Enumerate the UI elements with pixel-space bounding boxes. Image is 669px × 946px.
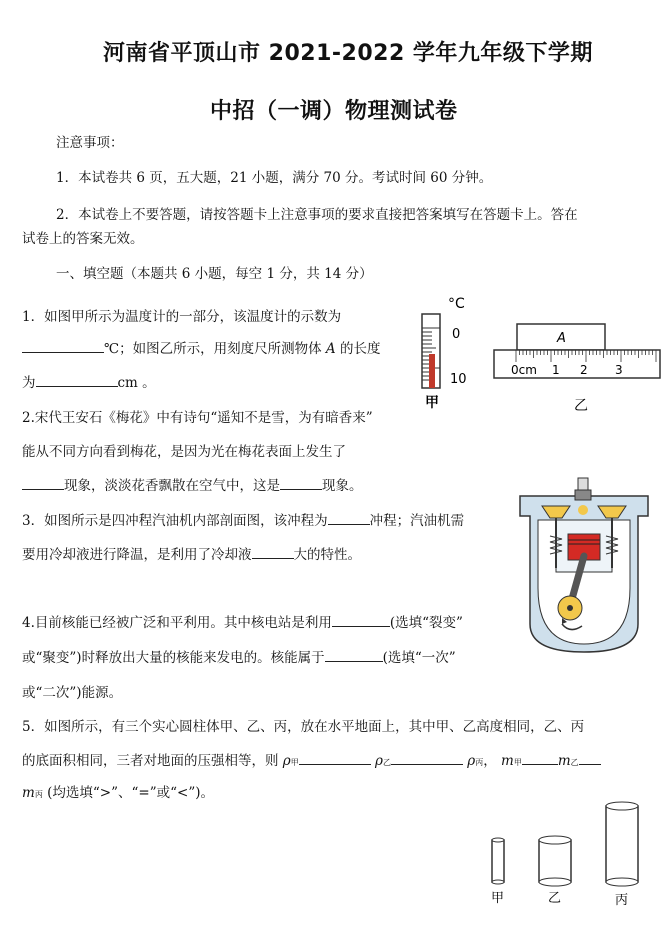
- q5-line3: m丙 (均选填“>”、“=”或“<”)。: [22, 785, 214, 801]
- ruler-label-2: 2: [580, 363, 588, 377]
- q1-line2: ℃；如图乙所示，用刻度尺所测物体 A 的长度: [22, 337, 380, 357]
- q5-line2: 的底面积相同，三者对地面的压强相等，则 ρ甲 ρ乙 ρ丙， m甲 m乙: [22, 749, 601, 769]
- cylinder-bing: [606, 806, 638, 882]
- q5-blank-1: [299, 752, 371, 765]
- thermometer-tick-10: 10: [450, 372, 467, 387]
- q2-blank-2: [280, 477, 322, 490]
- q1-blank-temperature: [22, 340, 104, 353]
- page-title-line1: 河南省平顶山市 2021-2022 学年九年级下学期: [103, 41, 593, 66]
- cylinder-yi: [539, 840, 571, 882]
- q1-line3: 为 cm 。: [22, 375, 156, 391]
- ruler-label-0: 0cm: [511, 363, 537, 377]
- ruler-caption: 乙: [574, 398, 588, 412]
- notes-heading: 注意事项：: [56, 135, 124, 151]
- engine-figure: [512, 476, 656, 656]
- ruler-figure: [492, 320, 664, 412]
- q3-blank-property: [252, 546, 294, 559]
- section-heading: 一、填空题（本题共 6 小题，每空 1 分，共 14 分）: [56, 266, 373, 282]
- spark-plug-icon: [578, 478, 588, 490]
- q4-line2: 或“聚变”)时释放出大量的核能来发电的。核能属于 (选填“一次”: [22, 650, 456, 666]
- q5-blank-2: [391, 752, 463, 765]
- thermometer-figure: [408, 292, 478, 414]
- ruler-label-1: 1: [552, 363, 560, 377]
- thermometer-caption: 甲: [425, 395, 439, 411]
- q4-blank-2: [325, 649, 383, 662]
- cylinders-figure: [482, 800, 652, 910]
- q2-line2: 能从不同方向看到梅花，是因为光在梅花表面上发生了: [22, 444, 346, 460]
- object-a-label: A: [557, 331, 566, 346]
- q5-line1: 5．如图所示，有三个实心圆柱体甲、乙、丙，放在水平地面上，其中甲、乙高度相同，乙、丙: [22, 719, 585, 735]
- ruler-label-3: 3: [615, 363, 623, 377]
- q5-blank-3: [522, 752, 558, 765]
- page-title-line2: 中招（一调）物理测试卷: [210, 99, 458, 124]
- q2-line3: 现象，淡淡花香飘散在空气中，这是 现象。: [22, 474, 363, 494]
- q2-blank-1: [22, 477, 64, 490]
- q4-line3: 或“二次”)能源。: [22, 685, 123, 701]
- q5-blank-4: [579, 752, 601, 765]
- cylinder-caption-yi: 乙: [548, 891, 562, 906]
- cylinder-caption-bing: 丙: [615, 893, 629, 908]
- spark-icon: [578, 505, 588, 515]
- q3-line2: 要用冷却液进行降温，是利用了冷却液 大的特性。: [22, 547, 361, 563]
- notes-item-2-line1: 2．本试卷上不要答题，请按答题卡上注意事项的要求直接把答案填写在答题卡上。答在: [56, 207, 578, 223]
- thermometer-tick-0: 0: [452, 327, 461, 342]
- q1-line1: 1．如图甲所示为温度计的一部分，该温度计的示数为: [22, 309, 342, 325]
- thermometer-unit: °C: [448, 296, 465, 312]
- q4-blank-1: [332, 614, 390, 627]
- q3-line1: 3．如图所示是四冲程汽油机内部剖面图，该冲程为 冲程；汽油机需: [22, 513, 465, 529]
- q1-blank-length: [36, 374, 118, 387]
- q3-blank-stroke: [328, 512, 370, 525]
- thermometer-liquid: [429, 354, 435, 388]
- q4-line1: 4.目前核能已经被广泛和平利用。其中核电站是利用 (选填“裂变”: [22, 615, 463, 631]
- cylinder-jia: [492, 840, 504, 882]
- notes-item-2-line2: 试卷上的答案无效。: [22, 231, 144, 247]
- q2-line1: 2.宋代王安石《梅花》中有诗句“遥知不是雪，为有暗香来”: [22, 410, 373, 426]
- cylinder-caption-jia: 甲: [491, 891, 505, 906]
- notes-item-1: 1．本试卷共 6 页，五大题，21 小题，满分 70 分。考试时间 60 分钟。: [56, 170, 493, 186]
